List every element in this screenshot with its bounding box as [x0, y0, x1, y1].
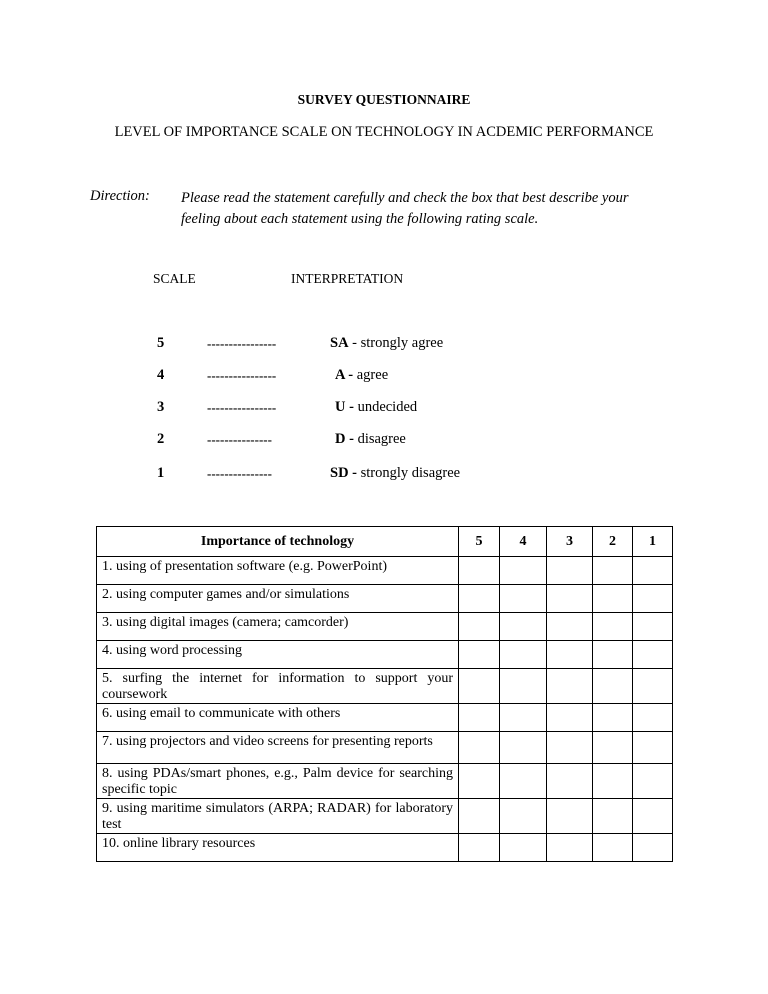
rating-checkbox[interactable]	[547, 585, 593, 613]
scale-code: A -	[335, 367, 354, 383]
statement-cell: 10. online library resources	[97, 834, 459, 862]
rating-checkbox[interactable]	[500, 585, 547, 613]
rating-checkbox[interactable]	[500, 669, 547, 704]
rating-table	[96, 526, 673, 862]
rating-checkbox[interactable]	[500, 799, 547, 834]
table-row	[97, 557, 673, 585]
rating-checkbox[interactable]	[593, 613, 633, 641]
rating-checkbox[interactable]	[593, 557, 633, 585]
statement-cell: 2. using computer games and/or simulations	[97, 585, 459, 613]
statement-cell: 9. using maritime simulators (ARPA; RADAR) for laboratory test	[97, 799, 459, 834]
rating-checkbox[interactable]	[459, 585, 500, 613]
table-row	[97, 613, 673, 641]
scale-code: SD -	[330, 465, 357, 481]
rating-checkbox[interactable]	[593, 669, 633, 704]
rating-checkbox[interactable]	[593, 764, 633, 799]
column-header-importance: Importance of technology	[97, 527, 459, 557]
interpretation-heading: INTERPRETATION	[291, 271, 404, 286]
scale-interpretation	[330, 335, 443, 352]
scale-meaning: undecided	[357, 399, 418, 415]
rating-checkbox[interactable]	[459, 669, 500, 704]
rating-checkbox[interactable]	[633, 585, 673, 613]
rating-checkbox[interactable]	[500, 834, 547, 862]
scale-interpretation	[330, 465, 460, 482]
rating-checkbox[interactable]	[459, 732, 500, 764]
rating-checkbox[interactable]	[633, 669, 673, 704]
table-row	[97, 732, 673, 764]
column-header-rating: 5	[459, 527, 500, 557]
page-title: SURVEY QUESTIONNAIRE	[297, 92, 471, 107]
rating-checkbox[interactable]	[633, 557, 673, 585]
statement-cell: 3. using digital images (camera; camcorder)	[97, 613, 459, 641]
rating-checkbox[interactable]	[593, 834, 633, 862]
scale-value: 3	[157, 399, 165, 415]
scale-dashes: ---------------	[207, 432, 272, 447]
rating-checkbox[interactable]	[633, 799, 673, 834]
scale-value: 2	[157, 431, 165, 447]
table-row	[97, 641, 673, 669]
rating-checkbox[interactable]	[593, 732, 633, 764]
page-subtitle: LEVEL OF IMPORTANCE SCALE ON TECHNOLOGY IN ACDEMIC PERFORMANCE	[114, 124, 654, 140]
scale-dashes: ----------------	[207, 336, 277, 351]
scale-meaning: strongly agree	[360, 335, 444, 351]
rating-checkbox[interactable]	[633, 834, 673, 862]
table-row	[97, 669, 673, 704]
column-header-rating: 1	[633, 527, 673, 557]
rating-checkbox[interactable]	[547, 557, 593, 585]
rating-checkbox[interactable]	[547, 641, 593, 669]
rating-checkbox[interactable]	[459, 613, 500, 641]
scale-code: SA	[330, 335, 349, 351]
statement-cell: 7. using projectors and video screens for presenting reports	[97, 732, 459, 764]
rating-checkbox[interactable]	[500, 557, 547, 585]
rating-checkbox[interactable]	[633, 764, 673, 799]
scale-value: 5	[157, 335, 165, 351]
table-row	[97, 585, 673, 613]
statement-cell: 5. surfing the internet for information to support your coursework	[97, 669, 459, 704]
table-row	[97, 799, 673, 834]
rating-checkbox[interactable]	[459, 834, 500, 862]
rating-checkbox[interactable]	[593, 799, 633, 834]
rating-checkbox[interactable]	[547, 834, 593, 862]
table-row	[97, 834, 673, 862]
table-header-row	[97, 527, 673, 557]
statement-cell: 8. using PDAs/smart phones, e.g., Palm device for searching specific topic	[97, 764, 459, 799]
scale-meaning: strongly disagree	[360, 465, 461, 481]
scale-interpretation	[335, 399, 417, 416]
rating-checkbox[interactable]	[459, 641, 500, 669]
rating-checkbox[interactable]	[547, 613, 593, 641]
rating-checkbox[interactable]	[547, 704, 593, 732]
rating-checkbox[interactable]	[633, 704, 673, 732]
scale-dashes: ----------------	[207, 400, 277, 415]
table-row	[97, 704, 673, 732]
scale-value: 1	[157, 465, 165, 481]
scale-code: D -	[335, 431, 354, 447]
rating-checkbox[interactable]	[500, 704, 547, 732]
rating-checkbox[interactable]	[547, 669, 593, 704]
rating-checkbox[interactable]	[593, 704, 633, 732]
rating-checkbox[interactable]	[547, 732, 593, 764]
scale-meaning: disagree	[357, 431, 406, 447]
rating-checkbox[interactable]	[547, 799, 593, 834]
table-row	[97, 764, 673, 799]
rating-checkbox[interactable]	[500, 764, 547, 799]
rating-checkbox[interactable]	[633, 641, 673, 669]
scale-interpretation	[335, 431, 406, 448]
column-header-rating: 2	[593, 527, 633, 557]
rating-checkbox[interactable]	[593, 585, 633, 613]
direction-label: Direction:	[90, 188, 150, 204]
column-header-rating: 4	[500, 527, 547, 557]
rating-checkbox[interactable]	[459, 799, 500, 834]
rating-checkbox[interactable]	[500, 613, 547, 641]
scale-code: U -	[335, 399, 354, 415]
column-header-rating: 3	[547, 527, 593, 557]
scale-heading: SCALE	[153, 271, 196, 286]
statement-cell: 1. using of presentation software (e.g. PowerPoint)	[97, 557, 459, 585]
direction-text: Please read the statement carefully and check the box that best describe your feeling about each statement using the following rating scale.	[181, 190, 629, 227]
rating-checkbox[interactable]	[500, 732, 547, 764]
rating-checkbox[interactable]	[459, 557, 500, 585]
scale-value: 4	[157, 367, 165, 383]
statement-cell: 4. using word processing	[97, 641, 459, 669]
rating-checkbox[interactable]	[500, 641, 547, 669]
scale-meaning: agree	[356, 367, 389, 383]
rating-checkbox[interactable]	[547, 764, 593, 799]
scale-dashes: ---------------	[207, 466, 272, 481]
rating-checkbox[interactable]	[459, 704, 500, 732]
rating-checkbox[interactable]	[633, 732, 673, 764]
rating-checkbox[interactable]	[633, 613, 673, 641]
scale-separator: -	[348, 335, 361, 351]
statement-cell: 6. using email to communicate with others	[97, 704, 459, 732]
rating-checkbox[interactable]	[459, 764, 500, 799]
scale-dashes: ----------------	[207, 368, 277, 383]
scale-interpretation	[335, 367, 388, 384]
rating-checkbox[interactable]	[593, 641, 633, 669]
